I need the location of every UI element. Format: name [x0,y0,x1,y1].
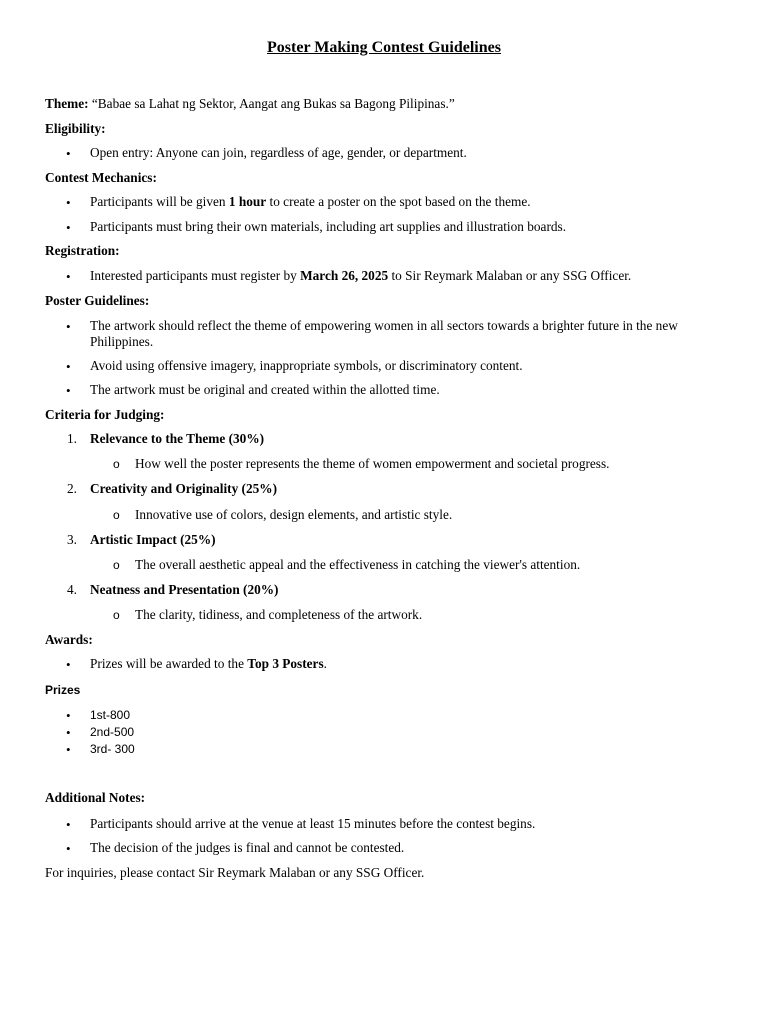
bullet-icon: • [66,725,71,740]
awards-heading: Awards: [45,632,93,647]
awards-item [90,656,327,672]
bullet-icon: • [66,708,71,723]
criteria-description: How well the poster represents the theme of women empowerment and societal progress. [135,456,610,471]
bullet-icon: • [66,657,71,672]
mechanics-item-bold: 1 hour [228,194,267,209]
registration-item [90,268,631,284]
bullet-icon: • [66,146,71,161]
bullet-icon: • [66,195,71,210]
awards-top-posters: Top 3 Posters [247,656,324,671]
guideline-item-theme: The artwork should reflect the theme of empowering women in all sectors towards a brighter future in the new Philippines. [90,318,678,349]
criteria-title: Neatness and Presentation (20%) [90,582,279,597]
mechanics-heading: Contest Mechanics: [45,170,157,185]
bullet-icon: • [66,742,71,757]
criteria-description: Innovative use of colors, design elements, and artistic style. [135,507,453,522]
mechanics-item-text: to create a poster on the spot based on the theme. [266,194,531,209]
notes-item-decision: The decision of the judges is final and cannot be contested. [90,840,405,855]
sub-bullet-icon: o [113,457,120,471]
mechanics-item-text: Participants will be given [90,194,229,209]
notes-heading: Additional Notes: [45,790,146,805]
registration-heading: Registration: [45,243,120,258]
registration-deadline: March 26, 2025 [300,268,389,283]
prizes-heading: Prizes [45,683,81,697]
criteria-description: The clarity, tidiness, and completeness of the artwork. [135,607,423,622]
theme-line [45,96,455,112]
bullet-icon: • [66,269,71,284]
guideline-item-offensive: Avoid using offensive imagery, inappropriate symbols, or discriminatory content. [90,358,523,373]
guideline-item-original: The artwork must be original and created within the allotted time. [90,382,440,397]
criteria-number: 3. [67,532,77,547]
criteria-number: 1. [67,431,77,446]
bullet-icon: • [66,383,71,398]
prize-item: 3rd- 300 [90,742,135,756]
criteria-number: 4. [67,582,77,597]
mechanics-item-materials: Participants must bring their own materials, including art supplies and illustration boards. [90,219,567,234]
bullet-icon: • [66,359,71,374]
prize-item: 1st-800 [90,708,131,722]
criteria-title: Artistic Impact (25%) [90,532,216,547]
awards-item-text: Prizes will be awarded to the [90,656,248,671]
registration-item-text: to Sir Reymark Malaban or any SSG Officer. [388,268,632,283]
registration-item-text: Interested participants must register by [90,268,301,283]
criteria-number: 2. [67,481,77,496]
footer-inquiries: For inquiries, please contact Sir Reymark Malaban or any SSG Officer. [45,865,425,880]
theme-label: Theme: [45,96,89,111]
poster-guidelines-heading: Poster Guidelines: [45,293,150,308]
eligibility-heading: Eligibility: [45,121,106,136]
bullet-icon: • [66,841,71,856]
sub-bullet-icon: o [113,608,120,622]
notes-item-arrival: Participants should arrive at the venue at least 15 minutes before the contest begins. [90,816,536,831]
bullet-icon: • [66,817,71,832]
eligibility-item: Open entry: Anyone can join, regardless of age, gender, or department. [90,145,467,160]
sub-bullet-icon: o [113,558,120,572]
prize-item: 2nd-500 [90,725,135,739]
bullet-icon: • [66,220,71,235]
criteria-title: Relevance to the Theme (30%) [90,431,265,446]
awards-item-text: . [323,656,327,671]
criteria-description: The overall aesthetic appeal and the effectiveness in catching the viewer's attention. [135,557,581,572]
bullet-icon: • [66,319,71,334]
sub-bullet-icon: o [113,508,120,522]
mechanics-item-time [90,194,531,210]
document-title: Poster Making Contest Guidelines [267,39,501,56]
theme-value: “Babae sa Lahat ng Sektor, Aangat ang Bukas sa Bagong Pilipinas.” [88,96,455,111]
criteria-heading: Criteria for Judging: [45,407,165,422]
criteria-title: Creativity and Originality (25%) [90,481,278,496]
